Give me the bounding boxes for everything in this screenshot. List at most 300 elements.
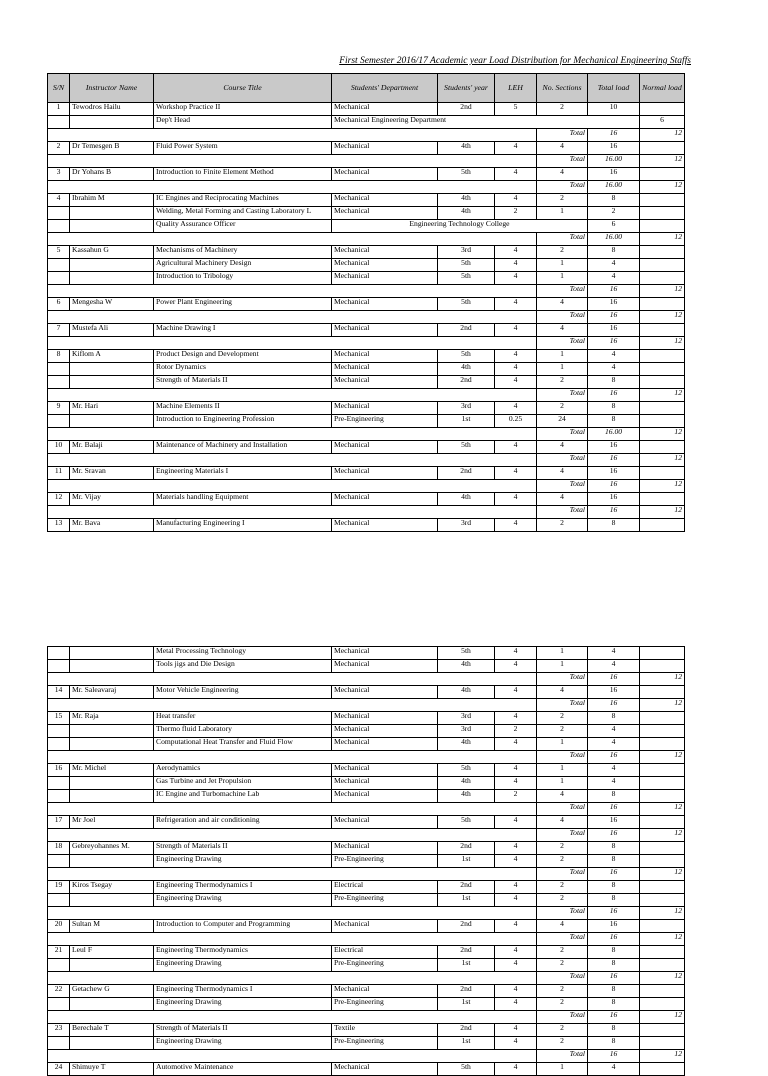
- table-row: [48, 220, 685, 233]
- cell-sn: [48, 116, 70, 129]
- cell-empty: [48, 454, 537, 467]
- cell-normal-load: [640, 415, 685, 428]
- cell-sections: 1: [537, 259, 588, 272]
- table-row: [48, 712, 685, 725]
- cell-department: Mechanical: [332, 298, 438, 311]
- cell-instructor: [70, 998, 154, 1011]
- cell-total-load: 8: [588, 946, 640, 959]
- cell-instructor: [70, 959, 154, 972]
- cell-normal-load: 12: [640, 751, 685, 764]
- cell-sections: 1: [537, 647, 588, 660]
- cell-normal-load: [640, 686, 685, 699]
- cell-year: 2nd: [438, 920, 495, 933]
- cell-empty: [48, 868, 537, 881]
- cell-total-load: 4: [588, 725, 640, 738]
- cell-year: 3rd: [438, 712, 495, 725]
- cell-normal-load: 12: [640, 907, 685, 920]
- cell-total-load: 8: [588, 1024, 640, 1037]
- cell-year: 5th: [438, 1063, 495, 1076]
- cell-year: 4th: [438, 686, 495, 699]
- total-row: [48, 311, 685, 324]
- cell-total-load: 16: [588, 337, 640, 350]
- cell-leh: 4: [495, 1024, 537, 1037]
- cell-leh: 4: [495, 272, 537, 285]
- cell-normal-load: 12: [640, 1011, 685, 1024]
- cell-course: Quality Assurance Officer: [154, 220, 332, 233]
- cell-total-load: 16: [588, 168, 640, 181]
- cell-total-load: 8: [588, 959, 640, 972]
- cell-normal-load: 12: [640, 454, 685, 467]
- cell-department: Mechanical: [332, 350, 438, 363]
- table-row: [48, 402, 685, 415]
- cell-department: Mechanical: [332, 1063, 438, 1076]
- cell-sections: 2: [537, 946, 588, 959]
- cell-total-load: 4: [588, 350, 640, 363]
- total-row: [48, 933, 685, 946]
- cell-normal-load: [640, 103, 685, 116]
- total-row: [48, 428, 685, 441]
- load-table-page-1: [47, 73, 685, 532]
- cell-department: Electrical: [332, 881, 438, 894]
- cell-normal-load: [640, 816, 685, 829]
- table-row: [48, 363, 685, 376]
- cell-year: 1st: [438, 998, 495, 1011]
- cell-instructor: Getachew G: [70, 985, 154, 998]
- cell-department: Mechanical: [332, 441, 438, 454]
- cell-sections: 4: [537, 493, 588, 506]
- cell-sn: [48, 259, 70, 272]
- cell-sections: 2: [537, 194, 588, 207]
- cell-sn: [48, 376, 70, 389]
- cell-course: Heat transfer: [154, 712, 332, 725]
- cell-empty: [48, 803, 537, 816]
- cell-leh: 4: [495, 855, 537, 868]
- cell-instructor: Mr. Sravan: [70, 467, 154, 480]
- cell-department: Mechanical: [332, 168, 438, 181]
- table-row: [48, 855, 685, 868]
- table-row: [48, 881, 685, 894]
- cell-empty: [48, 1011, 537, 1024]
- header-normal-load: Normal load: [640, 74, 685, 103]
- cell-total-load: 4: [588, 363, 640, 376]
- cell-total-label: Total: [537, 311, 588, 324]
- cell-normal-load: 12: [640, 829, 685, 842]
- cell-normal-load: [640, 298, 685, 311]
- cell-normal-load: 12: [640, 1050, 685, 1063]
- cell-total-label: Total: [537, 751, 588, 764]
- cell-empty: [48, 337, 537, 350]
- cell-year: 4th: [438, 194, 495, 207]
- cell-course: Thermo fluid Laboratory: [154, 725, 332, 738]
- cell-sn: [48, 959, 70, 972]
- cell-year: 4th: [438, 790, 495, 803]
- cell-course: Fluid Power System: [154, 142, 332, 155]
- cell-instructor: [70, 725, 154, 738]
- cell-total-label: Total: [537, 337, 588, 350]
- cell-sections: 1: [537, 738, 588, 751]
- cell-leh: 4: [495, 259, 537, 272]
- cell-instructor: Mr. Balaji: [70, 441, 154, 454]
- cell-course: Engineering Drawing: [154, 959, 332, 972]
- cell-leh: 4: [495, 816, 537, 829]
- cell-department: Mechanical: [332, 725, 438, 738]
- cell-total-label: Total: [537, 933, 588, 946]
- total-row: [48, 1050, 685, 1063]
- cell-sections: 2: [537, 712, 588, 725]
- cell-department: Electrical: [332, 946, 438, 959]
- cell-total-load: 10: [588, 103, 640, 116]
- cell-sn: [48, 647, 70, 660]
- cell-instructor: Dr Temesgen B: [70, 142, 154, 155]
- cell-sections: 4: [537, 298, 588, 311]
- cell-leh: 4: [495, 738, 537, 751]
- cell-empty: [48, 233, 537, 246]
- cell-sections: 1: [537, 363, 588, 376]
- cell-course: Agricultural Machinery Design: [154, 259, 332, 272]
- cell-department: Mechanical: [332, 467, 438, 480]
- cell-course: Engineering Thermodynamics I: [154, 881, 332, 894]
- cell-department: Mechanical: [332, 493, 438, 506]
- cell-department: Mechanical: [332, 660, 438, 673]
- cell-course: Engineering Thermodynamics: [154, 946, 332, 959]
- cell-year: 4th: [438, 660, 495, 673]
- cell-instructor: [70, 272, 154, 285]
- cell-total-load: 8: [588, 985, 640, 998]
- cell-total-label: Total: [537, 907, 588, 920]
- cell-normal-load: [640, 220, 685, 233]
- cell-course: IC Engine and Turbomachine Lab: [154, 790, 332, 803]
- cell-empty: [48, 907, 537, 920]
- cell-instructor: Kiflom A: [70, 350, 154, 363]
- cell-normal-load: 12: [640, 673, 685, 686]
- cell-year: 1st: [438, 415, 495, 428]
- cell-total-load: 16: [588, 454, 640, 467]
- cell-sn: [48, 415, 70, 428]
- cell-instructor: [70, 738, 154, 751]
- cell-total-load: 4: [588, 259, 640, 272]
- cell-normal-load: 12: [640, 868, 685, 881]
- total-row: [48, 972, 685, 985]
- cell-total-load: 4: [588, 272, 640, 285]
- cell-sn: 1: [48, 103, 70, 116]
- cell-department: Mechanical: [332, 246, 438, 259]
- cell-normal-load: [640, 842, 685, 855]
- table-row: [48, 738, 685, 751]
- cell-sections: 1: [537, 272, 588, 285]
- cell-normal-load: [640, 712, 685, 725]
- header-students-year: Students' year: [438, 74, 495, 103]
- cell-course: Mechanisms of Machinery: [154, 246, 332, 259]
- cell-course: Rotor Dynamics: [154, 363, 332, 376]
- cell-empty: [48, 972, 537, 985]
- cell-instructor: [70, 116, 154, 129]
- cell-course: Computational Heat Transfer and Fluid Flow: [154, 738, 332, 751]
- cell-total-label: Total: [537, 389, 588, 402]
- cell-normal-load: [640, 790, 685, 803]
- cell-leh: 4: [495, 647, 537, 660]
- cell-year: 3rd: [438, 246, 495, 259]
- table-row: [48, 142, 685, 155]
- cell-normal-load: [640, 350, 685, 363]
- cell-sections: 2: [537, 985, 588, 998]
- table-row: [48, 298, 685, 311]
- table-row: [48, 842, 685, 855]
- cell-instructor: Kiros Tsegay: [70, 881, 154, 894]
- table-row: [48, 350, 685, 363]
- cell-instructor: Tewodros Hailu: [70, 103, 154, 116]
- cell-year: 4th: [438, 142, 495, 155]
- cell-department: Pre-Engineering: [332, 1037, 438, 1050]
- cell-department: Mechanical: [332, 259, 438, 272]
- cell-sections: 2: [537, 376, 588, 389]
- table-row: [48, 1037, 685, 1050]
- cell-normal-load: 12: [640, 233, 685, 246]
- cell-normal-load: [640, 402, 685, 415]
- cell-leh: 4: [495, 959, 537, 972]
- table-row: [48, 920, 685, 933]
- cell-course: Welding, Metal Forming and Casting Laboratory L: [154, 207, 332, 220]
- cell-normal-load: 12: [640, 129, 685, 142]
- cell-instructor: Dr Yohans B: [70, 168, 154, 181]
- cell-leh: 4: [495, 376, 537, 389]
- cell-sections: 4: [537, 467, 588, 480]
- cell-normal-load: 12: [640, 803, 685, 816]
- cell-sn: 24: [48, 1063, 70, 1076]
- header-instructor-name: Instructor Name: [70, 74, 154, 103]
- cell-instructor: Kassahun G: [70, 246, 154, 259]
- cell-sn: 10: [48, 441, 70, 454]
- total-row: [48, 907, 685, 920]
- cell-course: Power Plant Engineering: [154, 298, 332, 311]
- cell-course: IC Engines and Reciprocating Machines: [154, 194, 332, 207]
- table-row: [48, 998, 685, 1011]
- cell-total-load: 16: [588, 129, 640, 142]
- cell-course: Introduction to Finite Element Method: [154, 168, 332, 181]
- cell-instructor: Mr. Raja: [70, 712, 154, 725]
- cell-total-label: Total: [537, 428, 588, 441]
- cell-year: 2nd: [438, 324, 495, 337]
- cell-leh: 0.25: [495, 415, 537, 428]
- cell-leh: 2: [495, 725, 537, 738]
- cell-instructor: Sultan M: [70, 920, 154, 933]
- total-row: [48, 389, 685, 402]
- header-course-title: Course Title: [154, 74, 332, 103]
- cell-year: 4th: [438, 738, 495, 751]
- cell-empty: [48, 1050, 537, 1063]
- cell-sn: 6: [48, 298, 70, 311]
- table-row: [48, 1024, 685, 1037]
- cell-course: Product Design and Development: [154, 350, 332, 363]
- cell-empty: [48, 506, 537, 519]
- cell-year: 1st: [438, 894, 495, 907]
- cell-sections: 4: [537, 168, 588, 181]
- cell-total-label: Total: [537, 803, 588, 816]
- cell-instructor: [70, 894, 154, 907]
- cell-instructor: Mr Joel: [70, 816, 154, 829]
- cell-year: 1st: [438, 959, 495, 972]
- cell-year: 5th: [438, 259, 495, 272]
- cell-sections: 2: [537, 959, 588, 972]
- cell-department: Mechanical: [332, 194, 438, 207]
- cell-total-label: Total: [537, 1011, 588, 1024]
- cell-instructor: Gebreyohannes M.: [70, 842, 154, 855]
- cell-department: Pre-Engineering: [332, 415, 438, 428]
- table-row: [48, 816, 685, 829]
- cell-sn: [48, 660, 70, 673]
- cell-department: Mechanical: [332, 738, 438, 751]
- total-row: [48, 285, 685, 298]
- cell-total-label: Total: [537, 285, 588, 298]
- cell-instructor: [70, 220, 154, 233]
- page-title: First Semester 2016/17 Academic year Load Distribution for Mechanical Engineering Staffs: [339, 56, 691, 66]
- cell-normal-load: [640, 1037, 685, 1050]
- cell-year: 2nd: [438, 1024, 495, 1037]
- cell-leh: 4: [495, 519, 537, 532]
- cell-leh: 2: [495, 790, 537, 803]
- cell-leh: 4: [495, 881, 537, 894]
- cell-year: 4th: [438, 207, 495, 220]
- cell-year: 2nd: [438, 467, 495, 480]
- cell-department: Mechanical: [332, 647, 438, 660]
- cell-total-label: Total: [537, 233, 588, 246]
- cell-total-load: 4: [588, 660, 640, 673]
- cell-sections: 2: [537, 519, 588, 532]
- table-row: [48, 686, 685, 699]
- cell-normal-load: 12: [640, 480, 685, 493]
- cell-sn: 12: [48, 493, 70, 506]
- cell-total-load: 16: [588, 1050, 640, 1063]
- cell-total-load: 16: [588, 311, 640, 324]
- table-row: [48, 207, 685, 220]
- table-row: [48, 660, 685, 673]
- total-row: [48, 803, 685, 816]
- total-row: [48, 506, 685, 519]
- table-row: [48, 946, 685, 959]
- table-row: [48, 324, 685, 337]
- cell-instructor: [70, 790, 154, 803]
- cell-total-load: 16: [588, 480, 640, 493]
- cell-normal-load: [640, 946, 685, 959]
- cell-normal-load: [640, 519, 685, 532]
- cell-year: 4th: [438, 363, 495, 376]
- cell-sn: [48, 272, 70, 285]
- cell-total-load: 8: [588, 376, 640, 389]
- cell-sections: 2: [537, 725, 588, 738]
- cell-leh: 4: [495, 985, 537, 998]
- cell-course: Engineering Drawing: [154, 998, 332, 1011]
- cell-normal-load: [640, 1063, 685, 1076]
- cell-course: Engineering Drawing: [154, 855, 332, 868]
- cell-total-label: Total: [537, 155, 588, 168]
- cell-year: 4th: [438, 777, 495, 790]
- cell-total-load: 16: [588, 933, 640, 946]
- cell-instructor: Leul F: [70, 946, 154, 959]
- cell-sn: 14: [48, 686, 70, 699]
- cell-sections: 1: [537, 764, 588, 777]
- cell-course: Gas Turbine and Jet Propulsion: [154, 777, 332, 790]
- cell-empty: [48, 829, 537, 842]
- table-row: [48, 168, 685, 181]
- cell-normal-load: [640, 777, 685, 790]
- cell-instructor: Mr. Hari: [70, 402, 154, 415]
- cell-empty: [48, 181, 537, 194]
- table-row: [48, 985, 685, 998]
- cell-instructor: [70, 415, 154, 428]
- cell-total-load: 16: [588, 972, 640, 985]
- cell-year: 5th: [438, 764, 495, 777]
- cell-total-label: Total: [537, 181, 588, 194]
- cell-total-load: 16: [588, 803, 640, 816]
- cell-leh: 4: [495, 660, 537, 673]
- cell-total-load: 16: [588, 920, 640, 933]
- cell-course: Engineering Drawing: [154, 894, 332, 907]
- header-total-load: Total load: [588, 74, 640, 103]
- cell-normal-load: [640, 246, 685, 259]
- cell-normal-load: 12: [640, 972, 685, 985]
- cell-normal-load: [640, 441, 685, 454]
- cell-leh: 4: [495, 402, 537, 415]
- cell-year: 4th: [438, 493, 495, 506]
- total-row: [48, 337, 685, 350]
- cell-empty: [48, 129, 537, 142]
- cell-normal-load: 12: [640, 428, 685, 441]
- cell-total-load: 16: [588, 673, 640, 686]
- cell-year: 3rd: [438, 402, 495, 415]
- cell-leh: 4: [495, 946, 537, 959]
- cell-sn: 7: [48, 324, 70, 337]
- cell-total-label: Total: [537, 454, 588, 467]
- total-row: [48, 454, 685, 467]
- cell-sections: 1: [537, 207, 588, 220]
- cell-sn: 20: [48, 920, 70, 933]
- cell-total-label: Total: [537, 829, 588, 842]
- cell-leh: 4: [495, 142, 537, 155]
- cell-total-load: 16: [588, 298, 640, 311]
- cell-sections: 2: [537, 842, 588, 855]
- cell-year: 5th: [438, 441, 495, 454]
- cell-course: Automotive Maintenance: [154, 1063, 332, 1076]
- cell-leh: 4: [495, 246, 537, 259]
- cell-sections: 2: [537, 998, 588, 1011]
- cell-total-load: 8: [588, 842, 640, 855]
- cell-total-load: 16.00: [588, 428, 640, 441]
- total-row: [48, 181, 685, 194]
- cell-leh: 4: [495, 298, 537, 311]
- cell-sections: 2: [537, 881, 588, 894]
- cell-instructor: Shimuye T: [70, 1063, 154, 1076]
- cell-sections: 2: [537, 1024, 588, 1037]
- cell-total-load: 16: [588, 868, 640, 881]
- cell-leh: 4: [495, 1063, 537, 1076]
- cell-instructor: [70, 855, 154, 868]
- cell-leh: 4: [495, 493, 537, 506]
- table-row: [48, 764, 685, 777]
- cell-leh: 4: [495, 920, 537, 933]
- cell-total-load: 8: [588, 519, 640, 532]
- cell-sections: 1: [537, 1063, 588, 1076]
- cell-course: Strength of Materials II: [154, 1024, 332, 1037]
- cell-total-load: 4: [588, 1063, 640, 1076]
- cell-total-label: Total: [537, 673, 588, 686]
- cell-sn: [48, 998, 70, 1011]
- cell-normal-load: [640, 142, 685, 155]
- cell-department: Mechanical: [332, 519, 438, 532]
- cell-year: 2nd: [438, 985, 495, 998]
- cell-normal-load: [640, 168, 685, 181]
- cell-total-load: 16: [588, 142, 640, 155]
- cell-normal-load: 12: [640, 311, 685, 324]
- cell-empty: [48, 673, 537, 686]
